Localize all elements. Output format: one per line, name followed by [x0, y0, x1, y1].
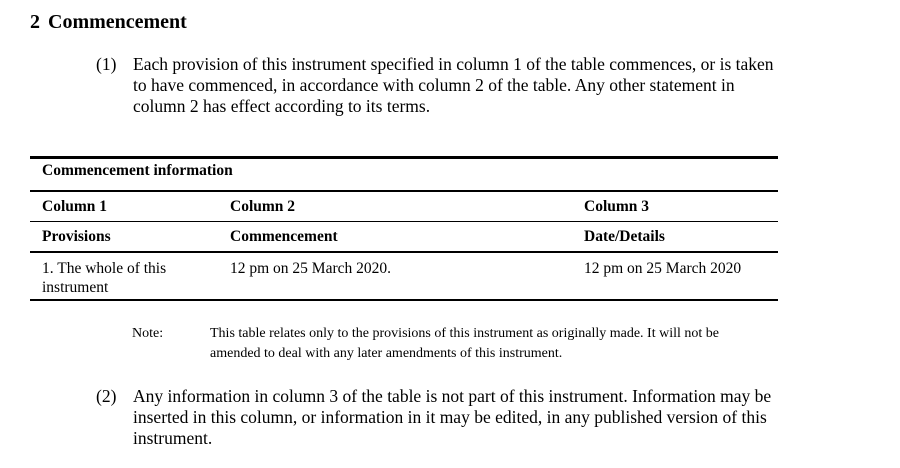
column-subheader: Commencement	[230, 228, 338, 245]
paragraph-marker: (1)	[96, 54, 117, 74]
section-title: Commencement	[48, 11, 187, 33]
table-header-row	[30, 192, 778, 221]
section-number: 2	[30, 11, 40, 33]
table-row	[30, 253, 778, 299]
table-bottom-rule	[30, 299, 778, 301]
commencement-table	[30, 156, 778, 301]
paragraph-text: Any information in column 3 of the table is not part of this instrument. Information may be inserted in this column, or information in it may be edited, in any published version of this instrument.	[133, 386, 772, 448]
table-cell: 1. The whole of this instrument	[42, 260, 167, 296]
note-text: This table relates only to the provisions of this instrument as originally made. It will not be amended to deal with any later amendments of this instrument.	[210, 326, 719, 361]
column-header: Column 2	[230, 198, 296, 215]
column-subheader: Provisions	[42, 228, 111, 245]
table-cell: 12 pm on 25 March 2020.	[230, 260, 392, 277]
column-header: Column 1	[42, 198, 108, 215]
paragraph-text: Each provision of this instrument specified in column 1 of the table commences, or is taken to have commenced, in accordance with column 2 of the table. Any other statement in column 2 has effect according to its terms.	[133, 54, 774, 116]
column-subheader: Date/Details	[584, 228, 665, 245]
table-note	[132, 324, 770, 364]
note-label: Note:	[132, 326, 164, 341]
table-cell: 12 pm on 25 March 2020	[584, 260, 742, 277]
column-header: Column 3	[584, 198, 650, 215]
section-heading	[30, 11, 187, 34]
paragraph-marker: (2)	[96, 386, 117, 406]
table-subheader-row	[30, 222, 778, 251]
table-title: Commencement information	[42, 162, 233, 179]
paragraph-1	[96, 54, 786, 117]
paragraph-2	[96, 386, 786, 449]
